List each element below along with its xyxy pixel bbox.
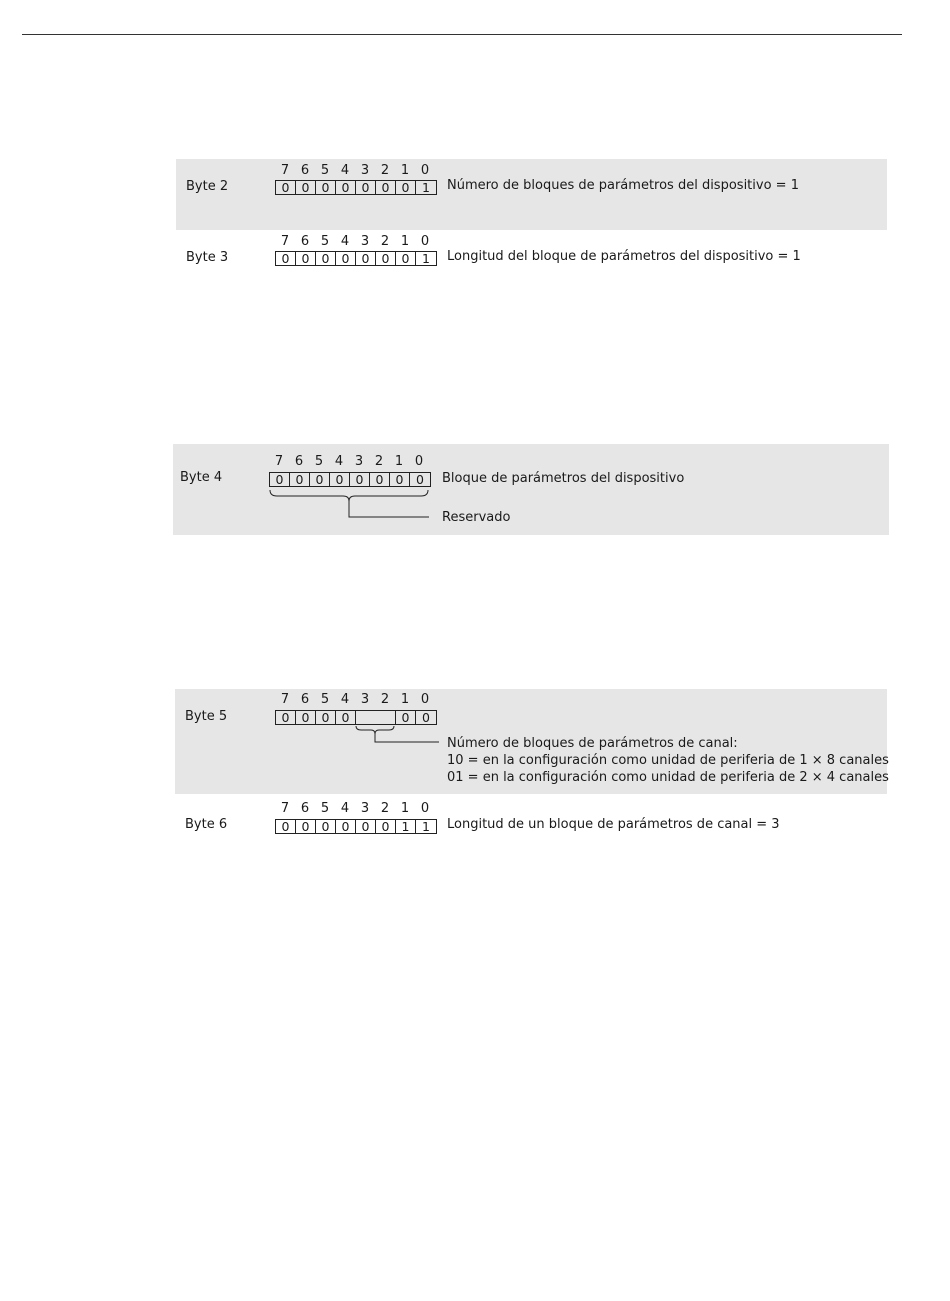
byte6-label: Byte 6 xyxy=(185,817,228,832)
byte4-panel xyxy=(173,444,889,535)
byte5-panel xyxy=(175,689,887,794)
byte4-reserved-label: Reservado xyxy=(442,510,511,525)
bit-cell: 0 xyxy=(376,252,396,265)
byte6-panel xyxy=(175,798,887,848)
bit-cell: 1 xyxy=(396,820,416,833)
bit-cell: 0 xyxy=(276,820,296,833)
byte2-label: Byte 2 xyxy=(186,179,229,194)
byte4-description: Bloque de parámetros del dispositivo xyxy=(442,471,685,486)
top-rule xyxy=(22,34,902,35)
byte6-bit-numbers: 7 6 5 4 3 2 1 0 xyxy=(280,801,430,816)
bit-cell: 0 xyxy=(296,252,316,265)
byte3-bit-numbers: 7 6 5 4 3 2 1 0 xyxy=(280,234,430,249)
bit-cell: 0 xyxy=(396,181,416,194)
bit-cell: 0 xyxy=(376,820,396,833)
bit-cell: 0 xyxy=(270,473,290,486)
byte4-bit-numbers: 7 6 5 4 3 2 1 0 xyxy=(274,454,424,469)
bit-cell: 0 xyxy=(336,252,356,265)
bit-cell: 0 xyxy=(276,711,296,724)
bit-cell: 0 xyxy=(276,181,296,194)
bit-cell-channel-count xyxy=(356,711,396,724)
bit-cell: 0 xyxy=(290,473,310,486)
bit-cell: 0 xyxy=(316,820,336,833)
bit-cell: 0 xyxy=(296,181,316,194)
bit-cell: 0 xyxy=(316,181,336,194)
bit-cell: 0 xyxy=(416,472,424,487)
bit-cell: 0 xyxy=(350,473,370,486)
byte5-label: Byte 5 xyxy=(185,709,228,724)
byte3-bit-row xyxy=(275,251,437,266)
byte5-description-title: Número de bloques de parámetros de canal: xyxy=(447,736,738,751)
byte4-reserved-brace xyxy=(269,489,439,521)
bit-cell: 0 xyxy=(390,473,410,486)
bit-cell: 0 xyxy=(296,820,316,833)
bit-cell: 0 xyxy=(396,252,416,265)
bit-cell: 0 xyxy=(422,710,430,725)
byte5-bit-row xyxy=(275,710,437,725)
byte4-bit-row xyxy=(269,472,431,487)
bit-cell: 0 xyxy=(396,711,416,724)
byte2-panel xyxy=(176,159,887,230)
byte5-description-option-1x8: 10 = en la configuración como unidad de periferia de 1 × 8 canales xyxy=(447,753,889,768)
bit-cell: 0 xyxy=(276,252,296,265)
bit-cell: 0 xyxy=(356,181,376,194)
bit-cell: 1 xyxy=(422,180,430,195)
byte3-panel xyxy=(176,230,887,280)
bit-cell: 0 xyxy=(336,181,356,194)
byte2-bit-row xyxy=(275,180,437,195)
byte3-label: Byte 3 xyxy=(186,250,229,265)
byte5-description-option-2x4: 01 = en la configuración como unidad de periferia de 2 × 4 canales xyxy=(447,770,889,785)
bit-cell: 1 xyxy=(422,251,430,266)
bit-cell: 0 xyxy=(316,252,336,265)
bit-cell: 1 xyxy=(422,819,430,834)
byte3-description: Longitud del bloque de parámetros del dispositivo = 1 xyxy=(447,249,801,264)
bit-cell: 0 xyxy=(310,473,330,486)
bit-cell: 0 xyxy=(330,473,350,486)
byte6-description: Longitud de un bloque de parámetros de canal = 3 xyxy=(447,817,780,832)
byte2-description: Número de bloques de parámetros del dispositivo = 1 xyxy=(447,178,799,193)
bit-cell: 0 xyxy=(356,252,376,265)
bit-cell: 0 xyxy=(336,711,356,724)
byte5-bit-numbers: 7 6 5 4 3 2 1 0 xyxy=(280,692,430,707)
byte4-label: Byte 4 xyxy=(180,470,223,485)
bit-cell: 0 xyxy=(336,820,356,833)
bit-cell: 0 xyxy=(356,820,376,833)
byte2-bit-numbers: 7 6 5 4 3 2 1 0 xyxy=(280,163,430,178)
bit-cell: 0 xyxy=(316,711,336,724)
bit-cell: 0 xyxy=(296,711,316,724)
bit-cell: 0 xyxy=(370,473,390,486)
bit-cell: 0 xyxy=(376,181,396,194)
byte5-channel-brace xyxy=(355,725,445,745)
byte6-bit-row xyxy=(275,819,437,834)
